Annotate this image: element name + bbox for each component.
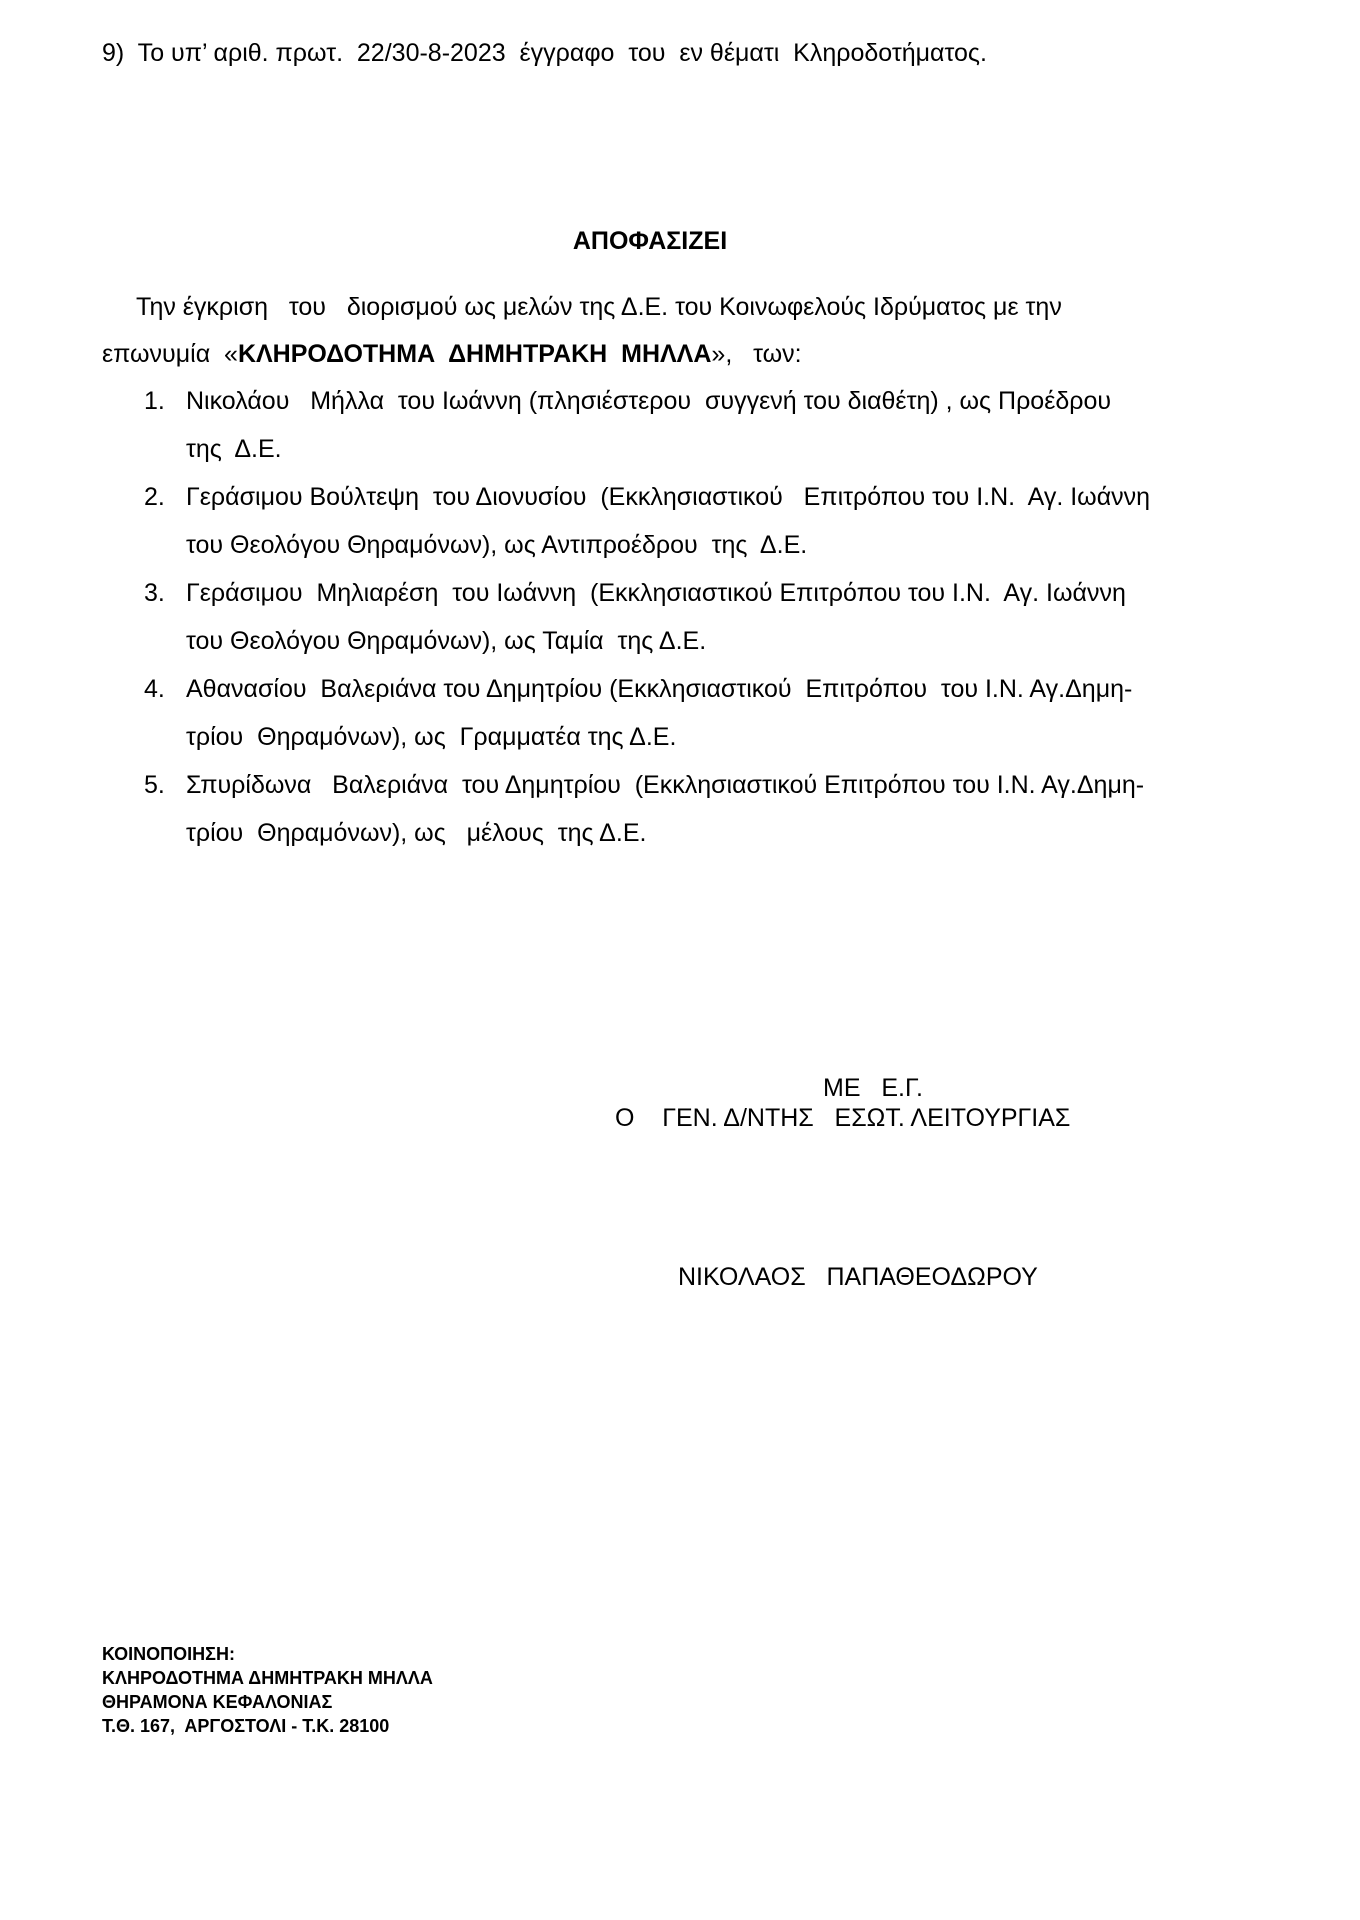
legacy-name: ΚΛΗΡΟΔΟΤΗΜΑ ΔΗΜΗΤΡΑΚΗ ΜΗΛΛΑ bbox=[237, 340, 712, 368]
paragraph-prefix: επωνυμία « bbox=[102, 340, 238, 368]
list-item bbox=[0, 770, 1300, 866]
signatory-name: ΝΙΚΟΛΑΟΣ ΠΑΠΑΘΕΟΔΩΡΟΥ bbox=[678, 1263, 1038, 1291]
list-item bbox=[0, 482, 1300, 578]
notification-block bbox=[102, 1642, 433, 1738]
notification-line: ΘΗΡΑΜΟΝΑ ΚΕΦΑΛΟΝΙΑΣ bbox=[102, 1692, 333, 1712]
list-item bbox=[0, 674, 1300, 770]
item-number: 2. bbox=[144, 483, 165, 511]
item-line-1: Αθανασίου Βαλεριάνα του Δημητρίου (Εκκλησιαστικού Επιτρόπου του Ι.Ν. Αγ.Δημη- bbox=[186, 675, 1133, 703]
list-item bbox=[0, 578, 1300, 674]
item-line-1: Γεράσιμου Μηλιαρέση του Ιωάννη (Εκκλησιαστικού Επιτρόπου του Ι.Ν. Αγ. Ιωάννη bbox=[186, 579, 1126, 607]
signature-line-2: Ο ΓΕΝ. Δ/ΝΤΗΣ ΕΣΩΤ. ΛΕΙΤΟΥΡΓΙΑΣ bbox=[615, 1104, 1071, 1132]
item-number: 4. bbox=[144, 675, 165, 703]
paragraph-line-1: Την έγκριση του διορισμού ως μελών της Δ.Ε. του Κοινωφελούς Ιδρύματος με την bbox=[136, 293, 1062, 321]
paragraph-line-2 bbox=[102, 339, 1162, 369]
item-line-2: τρίου Θηραμόνων), ως μέλους της Δ.Ε. bbox=[186, 819, 647, 847]
signature-line-1: ΜΕ Ε.Γ. bbox=[823, 1074, 923, 1102]
item-line-2: του Θεολόγου Θηραμόνων), ως Ταμία της Δ.Ε. bbox=[186, 627, 707, 655]
decision-heading: ΑΠΟΦΑΣΙΖΕΙ bbox=[572, 227, 728, 255]
item-line-1: Σπυρίδωνα Βαλεριάνα του Δημητρίου (Εκκλησιαστικού Επιτρόπου του Ι.Ν. Αγ.Δημη- bbox=[186, 771, 1145, 799]
item-number: 1. bbox=[144, 387, 165, 415]
item-line-1: Νικολάου Μήλλα του Ιωάννη (πλησιέστερου συγγενή του διαθέτη) , ως Προέδρου bbox=[186, 387, 1112, 415]
item-number: 5. bbox=[144, 771, 165, 799]
item-line-2: της Δ.Ε. bbox=[186, 435, 282, 463]
intro-item: 9) Το υπ’ αριθ. πρωτ. 22/30-8-2023 έγγραφο του εν θέματι Κληροδοτήματος. bbox=[102, 39, 987, 67]
item-line-2: τρίου Θηραμόνων), ως Γραμματέα της Δ.Ε. bbox=[186, 723, 677, 751]
notification-line: ΚΛΗΡΟΔΟΤΗΜΑ ΔΗΜΗΤΡΑΚΗ ΜΗΛΛΑ bbox=[102, 1668, 433, 1688]
item-line-2: του Θεολόγου Θηραμόνων), ως Αντιπροέδρου της Δ.Ε. bbox=[186, 531, 808, 559]
item-line-1: Γεράσιμου Βούλτεψη του Διονυσίου (Εκκλησιαστικού Επιτρόπου του Ι.Ν. Αγ. Ιωάννη bbox=[186, 483, 1151, 511]
notification-title: ΚΟΙΝΟΠΟΙΗΣΗ: bbox=[102, 1644, 235, 1664]
item-number: 3. bbox=[144, 579, 165, 607]
list-item bbox=[0, 386, 1300, 482]
paragraph-suffix: », των: bbox=[711, 340, 802, 368]
notification-line: Τ.Θ. 167, ΑΡΓΟΣΤΟΛΙ - Τ.Κ. 28100 bbox=[102, 1716, 390, 1736]
members-list bbox=[0, 386, 1300, 866]
